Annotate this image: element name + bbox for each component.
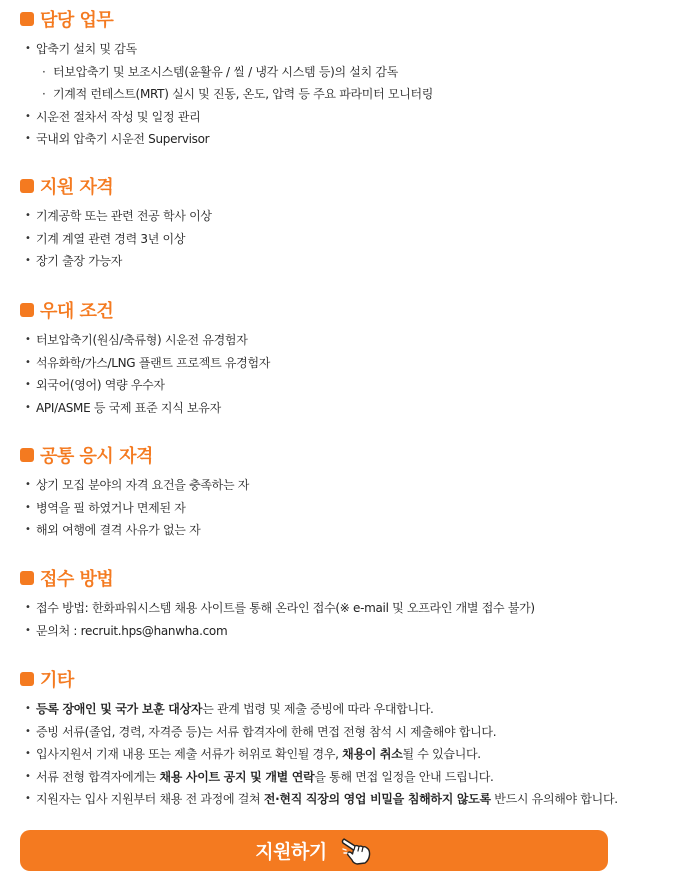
section-title (20, 174, 660, 198)
list-item: • 국내외 압축기 시운전 Supervisor (20, 128, 660, 151)
list-item: • 해외 여행에 결격 사유가 없는 자 (20, 519, 660, 542)
orange-square-icon (20, 12, 34, 26)
section-title (20, 667, 660, 691)
emphasis-text: 전·현직 직장의 영업 비밀을 침해하지 않도록 (263, 792, 491, 806)
section-title (20, 443, 660, 467)
list-item: • 압축기 설치 및 감독 (20, 38, 660, 61)
orange-square-icon (20, 448, 34, 462)
apply-button-label: 지원하기 (255, 841, 327, 863)
orange-square-icon (20, 672, 34, 686)
section-qualifications (20, 174, 660, 273)
list-item (20, 698, 660, 721)
section-duties (20, 7, 660, 151)
orange-square-icon (20, 303, 34, 317)
item-text: 입사지원서 기재 내용 또는 제출 서류가 허위로 확인될 경우, (36, 747, 343, 761)
section-title-text: 우대 조건 (40, 301, 114, 322)
list-sub-item: · 터보압축기 및 보조시스템(윤활유 / 씰 / 냉각 시스템 등)의 설치 감독 (20, 61, 660, 84)
section-title (20, 7, 660, 31)
list-item (20, 743, 660, 766)
section-title-text: 기타 (40, 670, 74, 691)
section-title-text: 접수 방법 (40, 569, 114, 590)
section-common-requirements (20, 443, 660, 542)
common-requirements-list (20, 474, 660, 542)
preferred-list (20, 329, 660, 419)
section-other (20, 667, 660, 811)
application-method-list (20, 597, 660, 642)
emphasis-text: 등록 장애인 및 국가 보훈 대상자 (36, 702, 203, 716)
qualifications-list (20, 205, 660, 273)
list-item: • 증빙 서류(졸업, 경력, 자격증 등)는 서류 합격자에 한해 면접 전형 참석 시 제출해야 합니다. (20, 721, 660, 744)
other-list (20, 698, 660, 811)
list-item (20, 788, 660, 811)
section-title (20, 566, 660, 590)
list-item: • 석유화학/가스/LNG 플랜트 프로젝트 유경험자 (20, 352, 660, 375)
emphasis-text: 채용 사이트 공지 및 개별 연락 (159, 769, 315, 784)
orange-square-icon (20, 571, 34, 585)
section-title-text: 지원 자격 (40, 177, 114, 198)
list-item: • 기계 계열 관련 경력 3년 이상 (20, 228, 660, 251)
item-text: 는 관계 법령 및 제출 증빙에 따라 우대합니다. (202, 702, 434, 716)
section-title-text: 담당 업무 (40, 10, 114, 31)
list-item: • API/ASME 등 국제 표준 지식 보유자 (20, 397, 660, 420)
section-title-text: 공통 응시 자격 (40, 446, 153, 467)
apply-button[interactable] (20, 830, 608, 871)
item-text: 을 통해 면접 일정을 안내 드립니다. (314, 769, 494, 784)
duties-list (20, 38, 660, 151)
list-item: • 장기 출장 가능자 (20, 250, 660, 273)
list-item: • 접수 방법: 한화파워시스템 채용 사이트를 통해 온라인 접수(※ e-mail 및 오프라인 개별 접수 불가) (20, 597, 660, 620)
section-title (20, 298, 660, 322)
section-application-method (20, 566, 660, 642)
list-sub-item: · 기계적 런테스트(MRT) 실시 및 진동, 온도, 압력 등 주요 파라미터 모니터링 (20, 83, 660, 106)
list-item: • 시운전 절차서 작성 및 일정 관리 (20, 106, 660, 129)
section-preferred (20, 298, 660, 419)
list-item: • 문의처 : recruit.hps@hanwha.com (20, 620, 660, 643)
list-item: • 병역을 필 하였거나 면제된 자 (20, 497, 660, 520)
list-item: • 터보압축기(원심/축류형) 시운전 유경험자 (20, 329, 660, 352)
list-item: • 기계공학 또는 관련 전공 학사 이상 (20, 205, 660, 228)
item-text: 지원자는 입사 지원부터 채용 전 과정에 걸쳐 (36, 792, 264, 806)
list-item: • 상기 모집 분야의 자격 요건을 충족하는 자 (20, 474, 660, 497)
pointing-hand-icon (341, 836, 373, 866)
item-text: 반드시 유의해야 합니다. (490, 792, 618, 806)
item-text: 될 수 있습니다. (402, 747, 481, 761)
list-item (20, 766, 660, 789)
orange-square-icon (20, 179, 34, 193)
emphasis-text: 채용이 취소 (342, 747, 403, 761)
item-text: 서류 전형 합격자에게는 (36, 769, 160, 784)
list-item: • 외국어(영어) 역량 우수자 (20, 374, 660, 397)
